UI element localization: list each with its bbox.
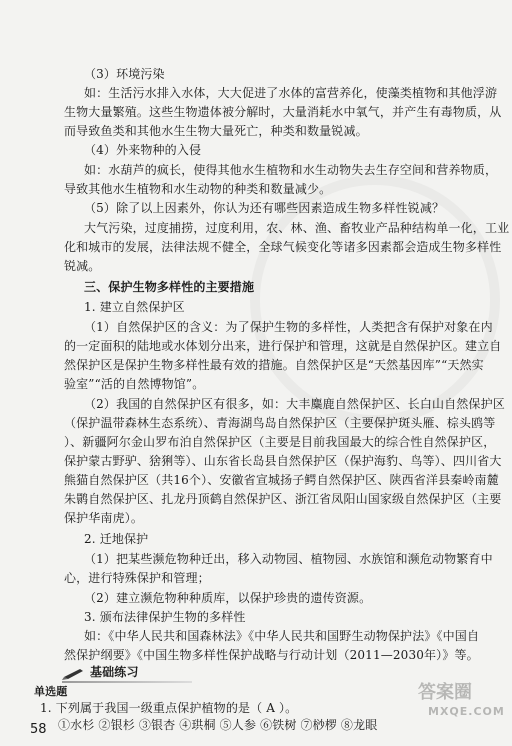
text-line: （2）建立濒危物种种质库，以保护珍贵的遗传资源。 — [84, 591, 372, 605]
question-type-label: 单选题 — [34, 685, 68, 698]
text-line: （4）外来物种的入侵 — [84, 143, 202, 157]
text-line: 大气污染，过度捕捞，过度利用，农、林、渔、畜牧业产品种结构单一化，工业 — [84, 221, 510, 235]
corner-watermark-url: MXQE.COM — [428, 705, 505, 718]
text-line: （3）环境污染 — [84, 67, 165, 81]
text-line: 熊猫自然保护区（共16个）、安徽省宣城扬子鳄自然保护区、陕西省洋县秦岭南麓 — [64, 473, 499, 487]
text-line: （1）把某些濒危物种迁出，移入动物园、植物园、水族馆和濒危动物繁育中 — [84, 552, 493, 566]
section-title: 基础练习 — [90, 665, 139, 679]
text-line: 保护华南虎）。 — [64, 511, 144, 525]
text-line: 化和城市的发展，法律法规不健全，全球气候变化等诸多因素都会造成生物多样性 — [64, 240, 502, 254]
text-line: 如：生活污水排入水体，大大促进了水体的富营养化，使藻类植物和其他浮游 — [84, 86, 498, 100]
text-line: 的一定面积的陆地或水体划分出来，进行保护和管理，这就是自然保护区。建立自 — [64, 339, 502, 353]
text-line: ）、新疆阿尔金山罗布泊自然保护区（主要是目前我国最大的综合性自然保护区， — [64, 435, 496, 449]
section-underline — [62, 681, 192, 683]
text-line: 生物大量繁殖。这些生物遗体被分解时，大量消耗水中氧气，并产生有毒物质，从 — [64, 105, 502, 119]
text-line: 然保护纲要》《中国生物多样性保护战略与行动计划（2011—2030年）》等。 — [64, 648, 479, 662]
text-line: 3. 颁布法律保护生物的多样性 — [84, 610, 246, 624]
text-line: 1. 建立自然保护区 — [84, 300, 185, 314]
text-line: （1）自然保护区的含义：为了保护生物的多样性，人类把含有保护对象在内 — [84, 320, 493, 334]
question-options: ①水杉 ②银杉 ③银杏 ④珙桐 ⑤人参 ⑥铁树 ⑦桫椤 ⑧龙眼 — [58, 718, 378, 732]
text-line: （保护温带森林生态系统）、青海湖鸟岛自然保护区（主要保护斑头雁、棕头鸥等 — [64, 416, 496, 430]
text-line: 如：《中华人民共和国森林法》《中华人民共和国野生动物保护法》《中国自 — [84, 629, 480, 643]
text-line: 锐减。 — [64, 259, 101, 273]
page-number: 58 — [30, 722, 47, 737]
pen-icon — [62, 666, 86, 680]
text-line: 然保护区是保护生物多样性最有效的措施。自然保护区是“天然基因库”“天然实 — [64, 358, 484, 372]
text-line: （2）我国的自然保护区有很多，如：大丰麋鹿自然保护区、长白山自然保护区 — [84, 397, 505, 411]
text-line: 验室”“活的自然博物馆”。 — [64, 377, 205, 391]
text-line: 导致其他水生植物和水生动物的种类和数量减少。 — [64, 182, 332, 196]
text-line: 如：水葫芦的疯长，使得其他水生植物和水生动物失去生存空间和营养物质， — [84, 163, 498, 177]
text-line: （5）除了以上因素外，你认为还有哪些因素造成生物多样性锐减？ — [84, 201, 445, 215]
text-line: 朱鹮自然保护区、扎龙丹顶鹤自然保护区、浙江省凤阳山国家级自然保护区（主要 — [64, 492, 502, 506]
text-line: 2. 迁地保护 — [84, 532, 149, 546]
section-heading: 三、保护生物多样性的主要措施 — [84, 280, 255, 294]
question-stem: 1. 下列属于我国一级重点保护植物的是（ A ）。 — [40, 701, 298, 715]
text-line: 心，进行特殊保护和管理； — [64, 571, 210, 585]
text-line: 保护蒙古野驴、猞猁等）、山东省长岛县自然保护区（保护海豹、鸟等）、四川省大 — [64, 454, 502, 468]
corner-watermark-logo: 答案圈 — [418, 682, 472, 703]
text-line: 而导致鱼类和其他水生生物大量死亡，种类和数量锐减。 — [64, 124, 368, 138]
